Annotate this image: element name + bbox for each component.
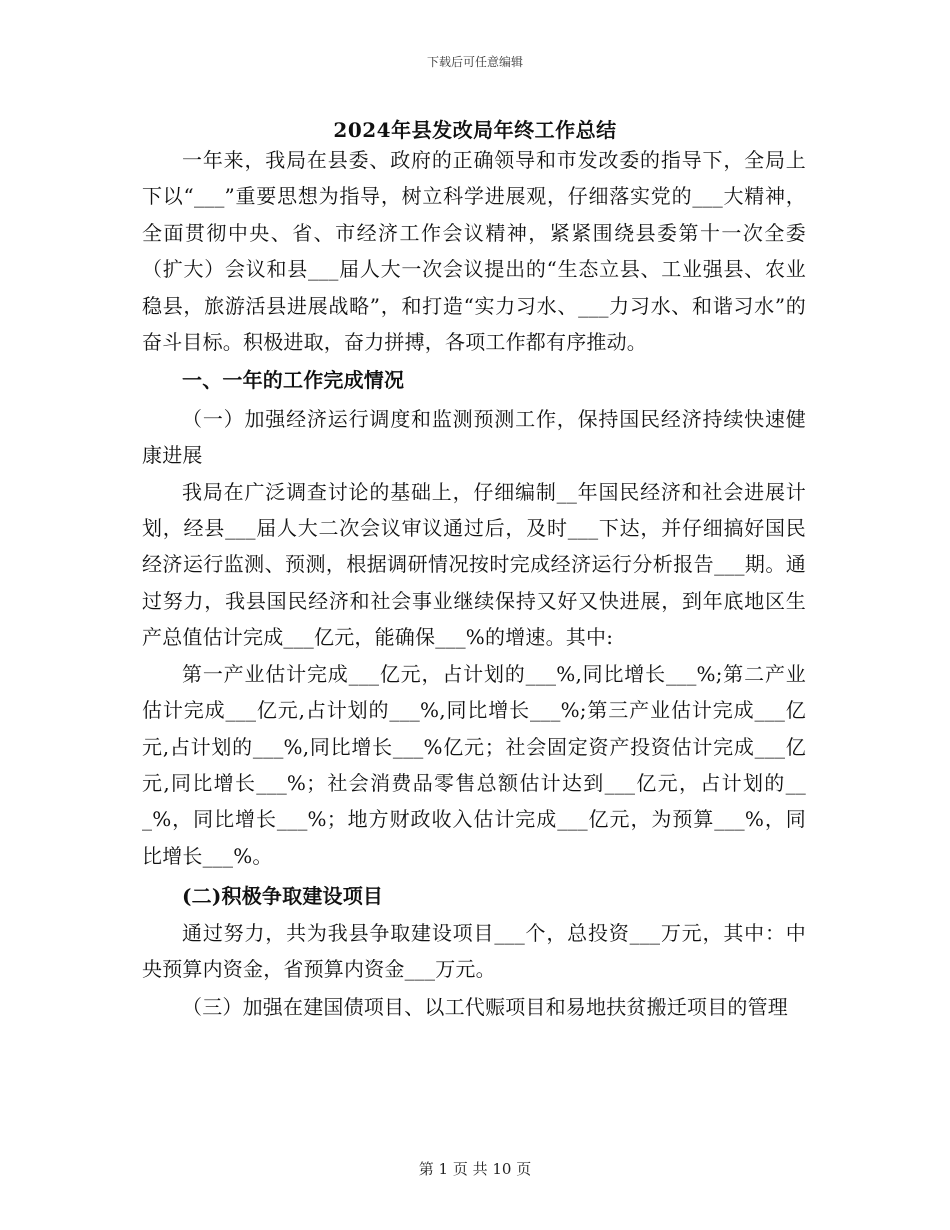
paragraph-industry-figures: 第一产业估计完成___亿元，占计划的___%,同比增长___%;第二产业估计完成___亿元,占计划的___%,同比增长___%;第三产业估计完成___亿元,占计划的___%,同比增长___%亿元；社会固定资产投资估计完成___亿元,同比增长___%；社会消费品零售总额估计达到___亿元，占计划的___%，同比增长___%；地方财政收入估计完成___亿元，为预算___%，同比增长___%。 [142, 661, 806, 868]
document-title: 2024年县发改局年终工作总结 [333, 118, 617, 142]
paragraph-economic-plan: 我局在广泛调查讨论的基础上，仔细编制__年国民经济和社会进展计划，经县___届人大二次会议审议通过后，及时___下达，并仔细搞好国民经济运行监测、预测，根据调研情况按时完成经济运行分析报告___期。通过努力，我县国民经济和社会事业继续保持又好又快进展，到年底地区生产总值估计完成___亿元，能确保___%的增速。其中: [142, 479, 806, 650]
subsection-heading-economic-monitoring: （一）加强经济运行调度和监测预测工作，保持国民经济持续快速健康进展 [142, 406, 806, 468]
paragraph-construction-projects: 通过努力，共为我县争取建设项目___个，总投资___万元，其中：中央预算内资金，省预算内资金___万元。 [142, 920, 806, 981]
page-header-note: 下载后可任意编辑 [426, 55, 523, 69]
subsection-heading-construction-projects: (二)积极争取建设项目 [182, 884, 384, 909]
document-body [142, 142, 806, 1026]
page-number-footer: 第 1 页 共 10 页 [418, 1160, 532, 1178]
subsection-heading-project-management: （三）加强在建国债项目、以工代赈项目和易地扶贫搬迁项目的管理 [182, 995, 788, 1020]
intro-paragraph: 一年来，我局在县委、政府的正确领导和市发改委的指导下，全局上下以“___”重要思想为指导，树立科学进展观，仔细落实党的___大精神，全面贯彻中央、省、市经济工作会议精神，紧紧围绕县委第十一次全委（扩大）会议和县___届人大一次会议提出的“生态立县、工业强县、农业稳县，旅游活县进展战略”，和打造“实力习水、___力习水、和谐习水”的奋斗目标。积极进取，奋力拼搏，各项工作都有序推动。 [142, 148, 806, 355]
section-heading-work-completion: 一、一年的工作完成情况 [182, 368, 405, 393]
